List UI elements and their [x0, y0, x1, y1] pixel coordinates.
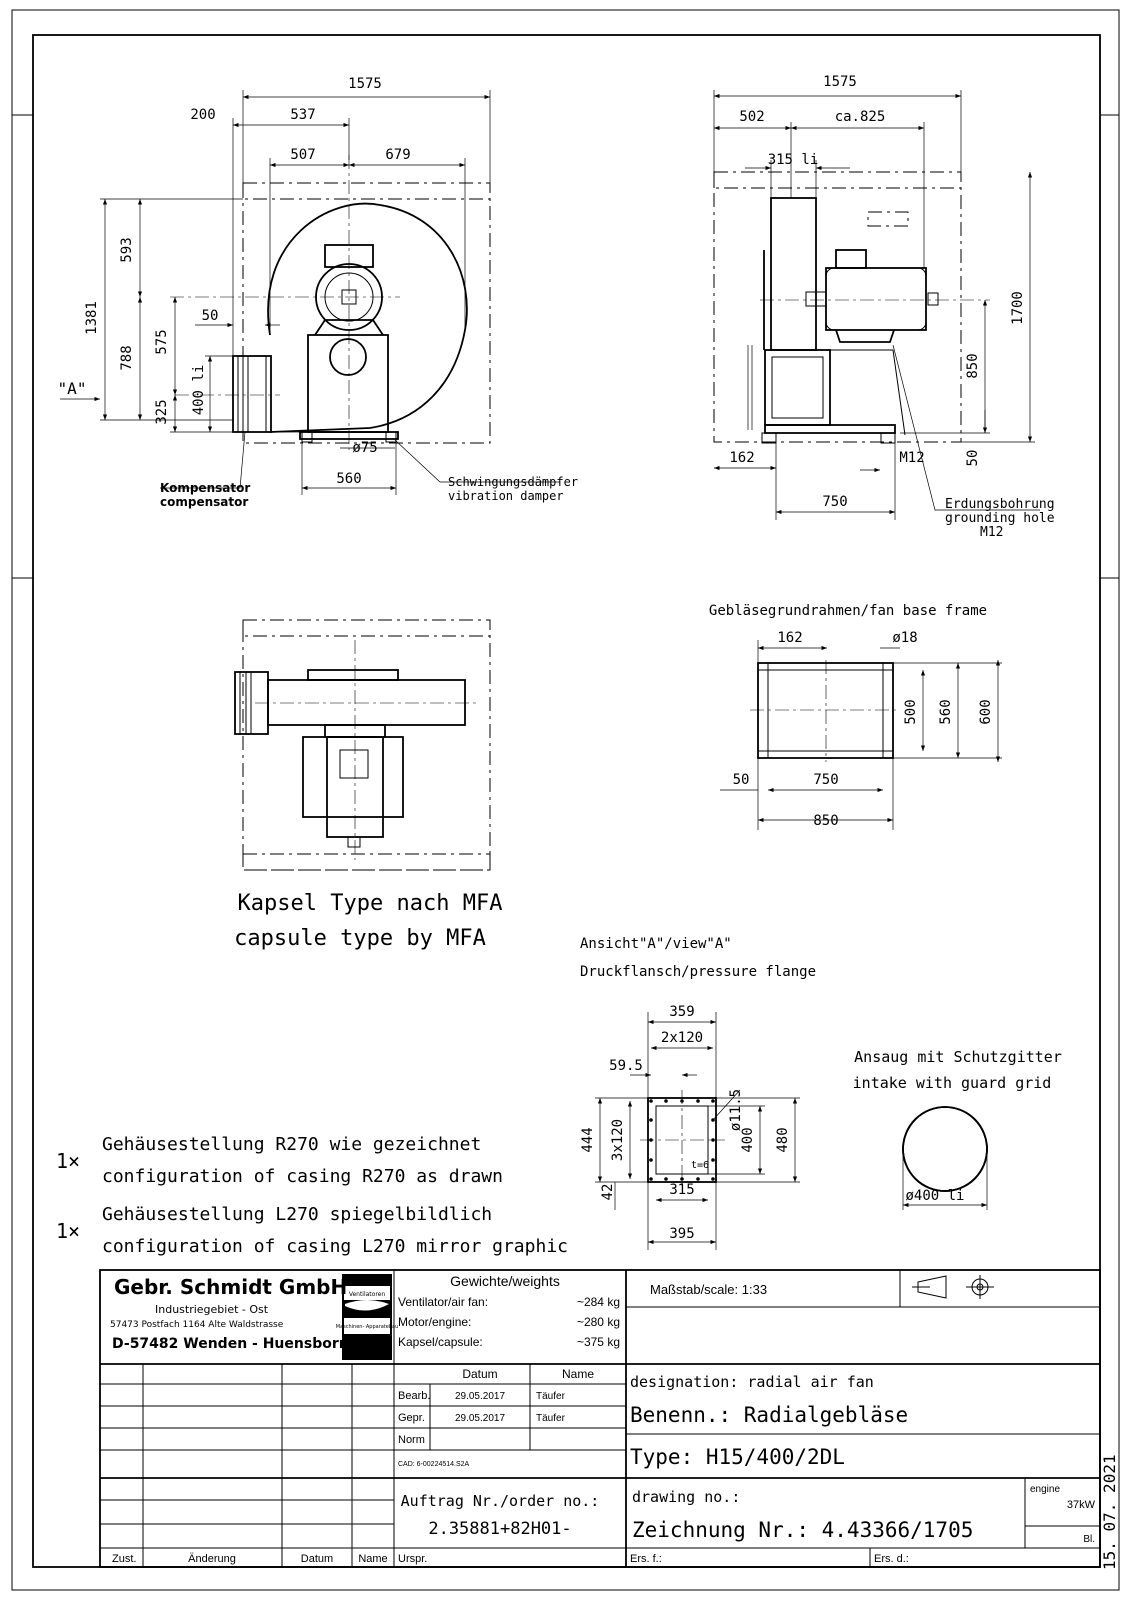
flange-dim-359: 359 [669, 1004, 695, 1020]
ers-f: Ers. f.: [630, 1553, 662, 1565]
ground-m12: M12 [980, 525, 1004, 540]
flange-dim-315: 315 [669, 1182, 695, 1198]
side-dim-502: 502 [739, 109, 765, 125]
engine-label: engine [1030, 1484, 1061, 1495]
ground-de: Erdungsbohrung [945, 497, 1055, 512]
bearb: Bearb. [398, 1390, 431, 1402]
config-qty1: 1× [56, 1149, 81, 1173]
flange-dim-444: 444 [580, 1127, 596, 1153]
flange-dim-595: 59.5 [609, 1058, 643, 1074]
dim-200: 200 [190, 107, 216, 123]
top-view [234, 620, 502, 951]
scale: Maßstab/scale: 1:33 [650, 1282, 768, 1297]
side-dim-m12: M12 [899, 450, 925, 466]
designation: designation: radial air fan [630, 1373, 874, 1391]
dim-560: 560 [336, 471, 362, 487]
flange-dim-42: 42 [600, 1183, 616, 1201]
w-motor-label: Motor/engine: [398, 1315, 472, 1329]
base-dim-18: ø18 [892, 630, 918, 646]
flange-dim-480: 480 [775, 1127, 791, 1153]
capsule-line2: capsule type by MFA [234, 926, 486, 951]
norm: Norm [398, 1434, 425, 1446]
dim-50: 50 [201, 308, 219, 324]
company-area: Industriegebiet - Ost [155, 1303, 269, 1316]
base-dim-750: 750 [813, 772, 839, 788]
base-dim-850: 850 [813, 813, 839, 829]
zeichnung: Zeichnung Nr.: 4.43366/1705 [632, 1518, 974, 1542]
bearb-name: Täufer [536, 1391, 565, 1402]
projection-icon [912, 1275, 994, 1299]
gepr-date: 29.05.2017 [454, 1413, 506, 1424]
urspr: Urspr. [398, 1553, 428, 1565]
drawing-no-label: drawing no.: [632, 1488, 741, 1506]
ers-d: Ers. d.: [874, 1553, 909, 1565]
bearb-date: 29.05.2017 [454, 1391, 506, 1402]
side-dim-1575: 1575 [823, 74, 857, 90]
flange-dim-t6: t=6 [690, 1160, 710, 1171]
dim-575: 575 [154, 329, 170, 355]
config-l-de: Gehäusestellung L270 spiegelbildlich [102, 1204, 493, 1225]
config-r-de: Gehäusestellung R270 wie gezeichnet [102, 1134, 482, 1155]
side-dim-1700: 1700 [1010, 291, 1026, 325]
side-dim-850: 850 [965, 353, 981, 379]
col-datum: Datum [462, 1367, 498, 1381]
pressure-flange [580, 936, 816, 1250]
base-dim-500: 500 [903, 699, 919, 725]
col-name: Name [561, 1367, 595, 1381]
config-qty2: 1× [56, 1219, 81, 1243]
intake-line1: Ansaug mit Schutzgitter [854, 1048, 1062, 1066]
flange-dim-115: ø11.5 [728, 1088, 744, 1132]
base-frame [709, 603, 1002, 830]
flange-dim-395: 395 [669, 1226, 695, 1242]
company-name: Gebr. Schmidt GmbH [114, 1275, 348, 1299]
compensator-en: compensator [160, 495, 249, 509]
datum2: Datum [300, 1553, 334, 1565]
compensator-de: Kompensator [160, 481, 251, 495]
logo-bottom: Maschinen- Apparatebau [335, 1324, 399, 1330]
w-caps: ~375 kg [576, 1335, 620, 1349]
dim-679: 679 [385, 147, 411, 163]
engine-val: 37kW [1066, 1499, 1095, 1511]
bl: Bl. [1083, 1534, 1095, 1545]
base-dim-162: 162 [777, 630, 803, 646]
ground-en: grounding hole [945, 511, 1055, 526]
company-city: D-57482 Wenden - Huensborn [112, 1336, 349, 1352]
name2: Name [358, 1553, 388, 1565]
side-dim-315: 315 li [767, 152, 819, 168]
dim-400li: 400 li [191, 364, 207, 416]
w-fan: ~284 kg [576, 1295, 620, 1309]
flange-title2: Druckflansch/pressure flange [580, 964, 817, 980]
w-fan-label: Ventilator/air fan: [398, 1295, 489, 1309]
dim-537: 537 [290, 107, 316, 123]
intake-grid [853, 1048, 1062, 1210]
base-dim-50: 50 [732, 772, 750, 788]
dim-1575: 1575 [348, 76, 382, 92]
view-a-label: "A" [57, 379, 87, 398]
side-dim-162: 162 [729, 450, 755, 466]
capsule-line1: Kapsel Type nach MFA [237, 891, 503, 916]
side-dim-825: ca.825 [834, 109, 886, 125]
sheet-border [12, 10, 1119, 1590]
base-dim-560: 560 [938, 699, 954, 725]
dim-75: ø75 [352, 440, 378, 456]
side-view [714, 74, 1055, 540]
type: Type: H15/400/2DL [630, 1445, 845, 1469]
company-address: 57473 Postfach 1164 Alte Waldstrasse [110, 1320, 284, 1330]
side-date: 15. 07. 2021 [1100, 1454, 1119, 1570]
logo-top: Ventilatoren [348, 1291, 386, 1298]
order-label: Auftrag Nr./order no.: [400, 1492, 600, 1510]
flange-dim-3x120: 3x120 [610, 1118, 626, 1162]
dim-788: 788 [119, 345, 135, 371]
side-dim-750: 750 [822, 494, 848, 510]
dim-507: 507 [290, 147, 316, 163]
dim-593: 593 [119, 237, 135, 263]
cad: CAD: 6-00224514.S2A [398, 1461, 470, 1468]
dim-325: 325 [154, 399, 170, 425]
w-caps-label: Kapsel/capsule: [398, 1335, 483, 1349]
flange-dim-400: 400 [740, 1127, 756, 1153]
weights-title: Gewichte/weights [450, 1273, 560, 1289]
w-motor: ~280 kg [576, 1315, 620, 1329]
base-dim-600: 600 [978, 699, 994, 725]
benenn: Benenn.: Radialgebläse [630, 1403, 909, 1427]
title-block [100, 1270, 1100, 1567]
gepr: Gepr. [398, 1412, 425, 1424]
damper-en: vibration damper [448, 489, 564, 503]
order-no: 2.35881+82H01- [428, 1519, 572, 1539]
gepr-name: Täufer [536, 1413, 565, 1424]
zust: Zust. [112, 1553, 137, 1565]
base-frame-title: Gebläsegrundrahmen/fan base frame [708, 603, 988, 619]
damper-de: Schwingungsdämpfer [448, 475, 579, 489]
flange-title1: Ansicht"A"/view"A" [580, 936, 732, 952]
intake-dim: ø400 li [905, 1188, 965, 1204]
aenderung: Änderung [188, 1553, 236, 1565]
front-view [58, 76, 579, 509]
config-r-en: configuration of casing R270 as drawn [102, 1166, 503, 1187]
config-l-en: configuration of casing L270 mirror graphic [102, 1236, 568, 1257]
config-notes [56, 1134, 568, 1257]
flange-dim-2x120: 2x120 [660, 1030, 704, 1046]
intake-line2: intake with guard grid [852, 1074, 1052, 1092]
side-dim-50: 50 [965, 449, 981, 467]
dim-1381: 1381 [84, 301, 100, 335]
